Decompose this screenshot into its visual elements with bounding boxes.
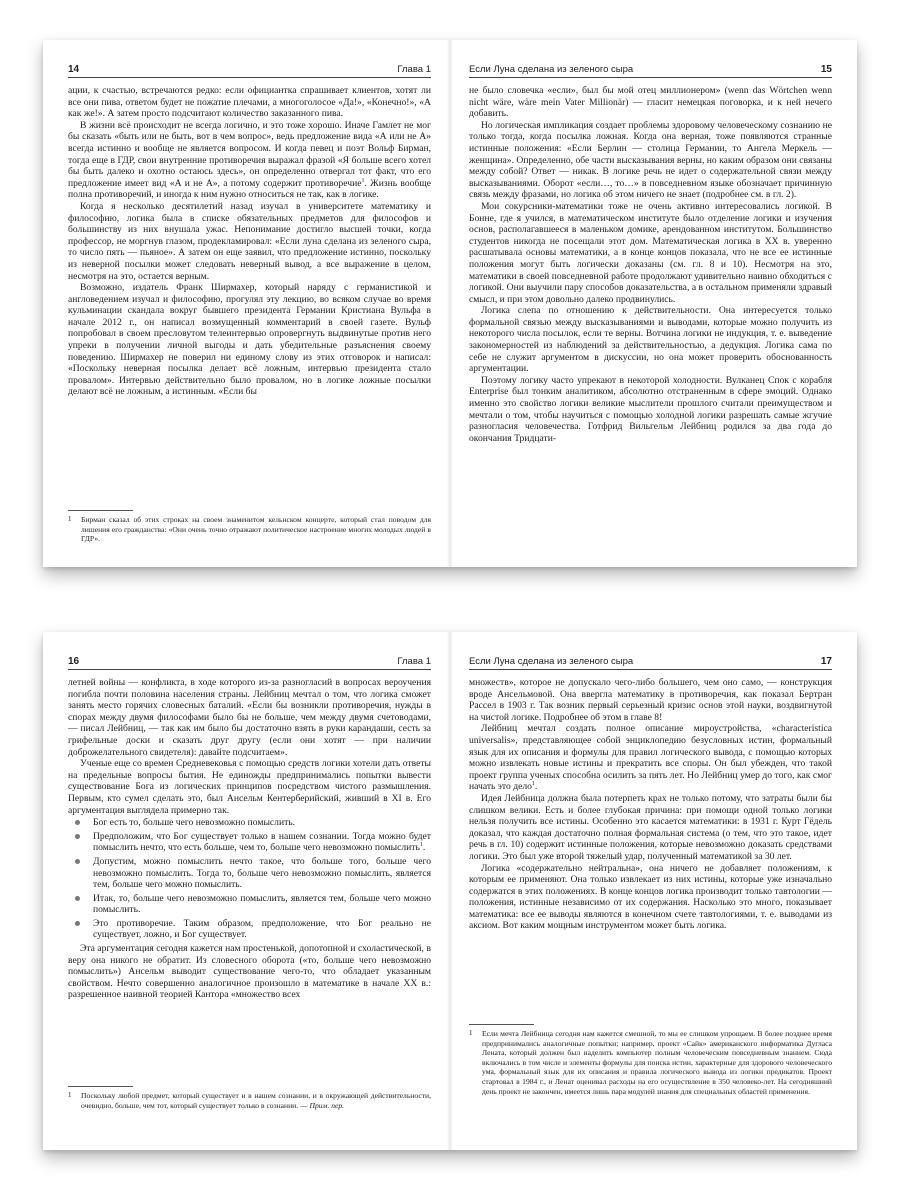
footnote-rule — [469, 1024, 534, 1025]
page-body — [68, 85, 431, 398]
page-number: 16 — [68, 656, 80, 667]
paragraph: Идея Лейбница должна была потерпеть крах не только потому, что затраты были бы слишком велики. Есть и более глубокая причина: при помощи одной только логики нельзя получить все истины. Особенно это касается математики: в 1931 г. Курт Гёдель доказал, что каждая достаточно полная формальная система (о тем, что это такое, идет речь в гл. 10) содержит истинные положения, которые невозможно доказать средствами логики. Это был уже второй тяжелый удар, полученный математикой за 30 лет. — [469, 792, 832, 862]
book-spread-1 — [43, 40, 857, 567]
footnote — [68, 510, 431, 544]
page-14 — [43, 40, 449, 567]
list-item: Допустим, можно помыслить нечто такое, что больше того, больше чего невозможно помыслить. Тогда то, больше чего невозможно помыслить, является тем, больше чего можно помыслить. — [68, 856, 431, 891]
footnote-ref: 1 — [419, 842, 423, 849]
footnote-rule — [68, 510, 133, 511]
footnote-ref: 1 — [361, 177, 365, 184]
page-header — [469, 657, 832, 670]
list-item: Бог есть то, больше чего невозможно помыслить. — [68, 817, 431, 829]
page-15 — [451, 40, 857, 567]
page-header — [68, 657, 431, 670]
book-spread-2 — [43, 632, 857, 1150]
footnote-number: 1 — [68, 515, 72, 523]
list-item: Итак, то, больше чего невозможно помыслить, является тем, больше чего можно помыслить. — [68, 893, 431, 916]
page-16 — [43, 632, 449, 1150]
argument-list — [68, 817, 431, 941]
footnote-number: 1 — [68, 1091, 72, 1099]
page-17 — [451, 632, 857, 1150]
bullet-icon — [75, 834, 80, 839]
paragraph: Логика слепа по отношению к действительности. Она интересуется только формальной связью между высказываниями и выводами, которые можно получить из некоторого числа посылок, если те верны. Вотчина логики не индукция, т. е. выведение закономерностей из наблюдений за действительностью, а дедукция. Логика сама по себе не служит аргументом в дискуссии, но она может проверить обоснованность аргументации. — [469, 305, 832, 375]
running-head: Если Луна сделана из зеленого сыра — [469, 656, 634, 667]
footnote-rule — [68, 1086, 133, 1087]
paragraph: В жизни всё происходит не всегда логично, и это тоже хорошо. Иначе Гамлет не мог бы сказать «быть или не быть, вот в чем вопрос», ведь предложение вида «А или не А» всегда истинно и вообще не является вопросом. И когда певец и поэт Вольф Бирман, тогда еще в ГДР, свои внутренние противоречия выражал фразой «Я больше всего хотел бы быть далеко и охотно остаюсь здесь», он определенно отвергал тот факт, что его предложение имеет вид «А и не А», а потому содержит противоречие$^1$. Жизнь вообще полна противоречий, и иногда к ним нужно относиться не так, как в логике. — [68, 119, 431, 201]
footnote-attribution: Прим. пер. — [309, 1100, 345, 1110]
paragraph: Поэтому логику часто упрекают в некоторой холодности. Вулканец Спок с корабля Enterprise был тонким аналитиком, абсолютно отстраненным в сфере эмоций. Однако именно это свойство логики великие мыслители прошлого считали преимуществом и мечтали о том, чтобы научиться с помощью холодной логики разрешать самые жгучие разногласия человечества. Готфрид Вильгельм Лейбниц родился за два года до окончания Тридцати- — [469, 374, 832, 444]
page-header — [68, 65, 431, 78]
page-body — [469, 85, 832, 444]
list-item: Это противоречие. Таким образом, предположение, что Бог реально не существует, ложно, и Бог существует. — [68, 918, 431, 941]
paragraph: ации, к счастью, встречаются редко: если официантка спрашивает клиентов, хотят ли все они пива, ответом будет не пожатие плечами, а многоголосое «Да!», «Конечно!», «А как же!». А затем просто подсчитают количество заказанного пива. — [68, 85, 431, 120]
paragraph: летней войны — конфликта, в ходе которого из-за разногласий в вопросах вероучения погибла почти половина населения страны. Лейбниц мечтал о том, что логика сможет занять место горячих словесных баталий. «Если бы возникли противоречия, нужды в спорах между двумя философами было бы не больше, чем между двумя счетоводами, — писал Лейбниц, — так как им было бы достаточно взять в руки карандаши, сесть за грифельные доски и сказать друг другу (если они хотят — при наличии доброжелательного свидетеля): давайте подсчитаем». — [68, 677, 431, 758]
page-number: 15 — [820, 64, 832, 75]
footnote-text: Бирман сказал об этих строках на своем знаменитом кельнском концерте, который стал поводом для лишения его гражданства: «Они очень точно отражают политическое настроение многих молодых людей в ГДР». — [81, 515, 431, 544]
paragraph: Лейбниц мечтал создать полное описание мироустройства, «characteristica universalis», представляющее собой энциклопедию безусловных истин, формальный язык для их описания и формулы для правил логического вывода, с помощью которых можно извлекать новые истины и прекратить все споры. Он был убежден, что такой проект группа ученых способна осилить за пять лет. Но Лейбниц умер до того, как смог начать это дело$^1$. — [469, 723, 832, 793]
bullet-icon — [75, 820, 80, 825]
paragraph: Логика «содержательно нейтральна», она ничего не добавляет положениям, к которым ее применяют. Она только извлекает из них истины, которые уже изначально содержатся в этих положениях. В конце концов логика производит только тавтологии — положения, истинные независимо от их содержания. Насколько это много, показывает математика: все ее выводы являются в конечном счете тавтологиями, т. е. выводами из аксиом. Вот каким мощным инструментом может быть логика. — [469, 862, 832, 932]
bullet-icon — [75, 859, 80, 864]
paragraph: Возможно, издатель Франк Ширмахер, который наряду с германистикой и англоведением изучал и философию, прогулял эту лекцию, во всяком случае во время кульминации скандала вокруг бывшего президента Германии Кристиана Вульфа в начале 2012 г., он написал возмущенный комментарий в своей газете. Вульф попробовал в своем пресловутом телеинтервью опровергнуть выдвинутые против него упреки в получении личной выгоды и дать убедительные разъяснения своему поведению. Ширмахер не поверил ни единому слову из этих отговорок и написал: «Поскольку неверная посылка делает всё ложным, интервью президента стало провалом». Интервью действительно было провалом, но в логике ложные посылки делают всё не ложным, а истинным. «Если бы — [68, 282, 431, 398]
page-body — [469, 677, 832, 932]
page-number: 17 — [820, 656, 832, 667]
paragraph: Мои сокурсники-математики тоже не очень активно интересовались логикой. В Бонне, где я учился, в математическом институте было отделение логики и изучения основ, располагавшееся в маленьком домике, арендованном институтом. Большинство студентов никогда не посещали этот дом. Математическая логика в XX в. уверенно расшатывала основы математики, а в конце концов показала, что не все ее истинные положения могут быть логически доказаны (см. гл. 8 и 10). Несмотря на это, математики в своей повседневной работе продолжают удивительно наивно обходиться с логикой. Они выучили пару способов доказательства, а в остальном применяли здравый смысл, и при этом довольно далеко продвинулись. — [469, 200, 832, 305]
page-body — [68, 677, 431, 1001]
paragraph: Но логическая импликация создает проблемы здоровому человеческому сознанию не только тогда, когда посылка ложная. Когда она верная, тоже появляются странные истинные положения: «Если Берлин — столица Германии, то Ангела Меркель — женщина». Определенно, обе части высказывания верны, но каким образом они связаны между собой? Ответ — никак. В логике речь не идет о содержательной связи между высказываниями. Оборот «если…, то…» в повседневном языке обозначает причинную связь между фразами, но логика об этом ничего не знает (подробнее см. в гл. 2). — [469, 119, 832, 201]
paragraph: множеств», которое не допускало чего-либо большего, чем оно само, — конструкция вроде Ансельмовой. Она ввергла математику в противоречия, как показал Бертран Рассел в 1903 г. Так возник первый серьезный кризис основ этой науки, воздвигнутой на чистой логике. Подробнее об этом в главе 8! — [469, 677, 832, 723]
page-header — [469, 65, 832, 78]
footnote — [68, 1086, 431, 1110]
footnote — [469, 1024, 832, 1096]
page-number: 14 — [68, 64, 80, 75]
running-head: Глава 1 — [397, 64, 431, 75]
footnote-number: 1 — [469, 1029, 473, 1037]
bullet-icon — [75, 896, 80, 901]
footnote-ref: 1 — [531, 781, 535, 788]
paragraph: не было словечка «если», был бы мой отец миллионером» (wenn das Wörtchen wenn nicht wäre, wäre mein Vater Millionär) — гласит немецкая поговорка, и к ней нечего добавить. — [469, 85, 832, 120]
footnote-text: Поскольку любой предмет, который существует и в нашем сознании, и в окружающей действительности, очевидно, больше, чем тот, который существует только в сознании. — — [81, 1091, 431, 1110]
running-head: Глава 1 — [397, 656, 431, 667]
footnote-text: Если мечта Лейбница сегодня нам кажется смешной, то мы ее слишком упрощаем. В более позднее время предпринимались аналогичные попытки; например, проект «Сайк» американского информатика Дугласа Лената, который должен был наделить компьютер полным человеческим повседневным знанием. Сюда включались в том числе и элементы формулы для поиска истин, характерные для здорового человеческого ума, формальный язык для их описания и правила логического вывода из логики предикатов. Проект стартовал в 1984 г., и Ленат оценивал расходы на его осуществление в 350 человеко-лет. На сегодняшний день проект не закончен, имеется лишь пара модулей знания для специальных областей применения. — [482, 1029, 832, 1096]
paragraph: Ученые еще со времен Средневековья с помощью средств логики хотели дать ответы на предельные вопросы бытия. Не единожды предпринимались попытки вывести существование Бога из логических принципов посредством чистого размышления. Первым, кто сумел сделать это, был Ансельм Кентерберийский, живший в XI в. Его аргументация выглядела примерно так. — [68, 758, 431, 816]
list-item: Предположим, что Бог существует только в нашем сознании. Тогда можно будет помыслить нечто, что есть больше, чем то, больше чего невозможно помыслить$^1$. — [68, 831, 431, 854]
paragraph: Эта аргументация сегодня кажется нам простенькой, допотопной и схоластической, в веру она никого не обратит. Из словесного оборота («то, больше чего невозможно помыслить») Ансельм выводит существование чего-то, что обладает указанным свойством. Нечто совершенно аналогичное произошло в математике в начале XX в.: разрешенное наивной теорией Кантора «множество всех — [68, 943, 431, 1001]
running-head: Если Луна сделана из зеленого сыра — [469, 64, 634, 75]
bullet-icon — [75, 921, 80, 926]
paragraph: Когда я несколько десятилетий назад изучал в университете математику и философию, логика была в списке обязательных предметов для философов и большинству из них внушала ужас. Непонимание достигло высшей точки, когда профессор, не моргнув глазом, продекламировал: «Если луна сделана из зеленого сыра, то число пять — пьяное». А затем он еще заявил, что предложение истинно, поскольку из неверной посылки может следовать неверный вывод, а все выражение в целом, несмотря на это, остается верным. — [68, 200, 431, 282]
